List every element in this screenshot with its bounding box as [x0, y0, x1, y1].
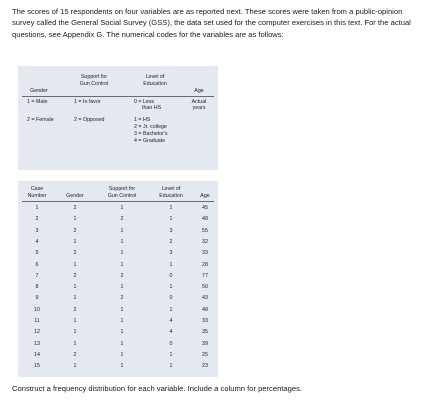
cell-gender: 2: [73, 227, 77, 234]
cell-gender: 1: [73, 363, 77, 370]
cell-education: 0: [169, 340, 173, 347]
cell-education: 1: [169, 261, 173, 268]
instructions-text: Construct a frequency distribution for each variable. Include a column for percentages.: [12, 384, 302, 393]
cell-age: 25: [202, 351, 208, 358]
cell-case-number: 2: [35, 216, 39, 223]
code-edu-0: 0 = Less: [134, 99, 155, 105]
header-education-line2: Education: [143, 81, 167, 87]
cell-age: 32: [202, 238, 208, 245]
cell-gun-control: 1: [120, 340, 124, 347]
cell-gun-control: 1: [120, 318, 124, 324]
cell-education: 0: [169, 295, 173, 302]
header-divider: [22, 201, 214, 202]
cell-age: 23: [202, 363, 208, 370]
cell-age: 39: [202, 340, 208, 347]
cell-education: 0: [169, 272, 173, 279]
cell-age: 48: [202, 216, 208, 223]
intro-paragraph: The scores of 15 respondents on four variables are as reported next. These scores were taken from a public-opinion survey called the General Social Survey (GSS), the data set used for the computer exercises in this text. For the actual questions, see Appendix G. The numerical codes for the variables are as follows:: [12, 7, 411, 39]
cell-gender: 1: [73, 340, 77, 347]
header-case-line1: Case: [30, 186, 44, 192]
cell-gun-control: 1: [120, 329, 124, 336]
cell-gender: 1: [73, 318, 77, 324]
cell-gender: 1: [73, 329, 77, 336]
cell-gender: 2: [73, 250, 77, 257]
cell-gender: 2: [73, 351, 77, 358]
cell-education: 1: [169, 284, 173, 291]
cell-age: 43: [202, 295, 208, 302]
cell-gender: 1: [73, 295, 77, 302]
cell-gender: 1: [73, 238, 77, 245]
cell-age: 35: [202, 329, 208, 336]
code-gun-opposed: 2 = Opposed: [74, 117, 105, 123]
header-divider: [22, 96, 214, 97]
header-gender: Gender: [66, 193, 84, 199]
cell-education: 1: [169, 216, 173, 223]
cell-case-number: 6: [35, 261, 39, 268]
cell-education: 4: [169, 318, 173, 324]
code-gender-female: 2 = Female: [27, 117, 54, 123]
header-age: Age: [194, 88, 204, 94]
code-gender-male: 1 = Male: [27, 99, 48, 105]
header-gun-line1: Support for: [80, 74, 108, 80]
cell-case-number: 13: [34, 340, 40, 347]
cell-gender: 1: [73, 216, 77, 223]
cell-gun-control: 1: [120, 284, 124, 291]
code-edu-2: 2 = Jr. college: [134, 124, 167, 130]
cell-age: 28: [202, 261, 208, 268]
cell-case-number: 10: [34, 306, 40, 313]
cell-gun-control: 1: [120, 351, 124, 358]
header-gun-line2: Gun Control: [79, 81, 109, 87]
cell-gun-control: 1: [120, 306, 124, 313]
cell-education: 1: [169, 306, 173, 313]
cell-gun-control: 1: [120, 238, 124, 245]
cell-gun-control: 1: [120, 227, 124, 234]
header-gender: Gender: [30, 88, 48, 94]
cell-age: 45: [202, 205, 208, 211]
header-education-line1: Level of: [161, 186, 181, 192]
cell-education: 1: [169, 351, 173, 358]
cell-case-number: 9: [35, 295, 39, 302]
code-edu-4: 4 = Graduate: [134, 138, 166, 144]
cell-age: 55: [202, 227, 208, 234]
cell-education: 1: [169, 205, 173, 211]
cell-gun-control: 2: [120, 295, 124, 302]
cell-age: 33: [202, 318, 208, 324]
header-education-line1: Level of: [145, 74, 165, 80]
code-edu-3: 3 = Bachelor's: [134, 131, 168, 137]
cell-case-number: 12: [34, 329, 40, 336]
code-gun-favor: 1 = In favor: [74, 99, 101, 105]
cell-gun-control: 1: [120, 363, 124, 370]
header-gun-line1: Support for: [108, 186, 136, 192]
cell-case-number: 7: [35, 272, 39, 279]
header-education-line2: Education: [159, 193, 183, 199]
cell-gender: 2: [73, 205, 77, 211]
cell-gender: 1: [73, 284, 77, 291]
cell-age: 33: [202, 250, 208, 257]
cell-education: 1: [169, 363, 173, 370]
cell-education: 2: [169, 238, 173, 245]
cell-case-number: 11: [34, 318, 40, 324]
cell-education: 3: [169, 250, 173, 257]
cell-gun-control: 2: [120, 272, 124, 279]
cell-age: 50: [202, 284, 208, 291]
cell-education: 3: [169, 227, 173, 234]
variable-codes-table: [18, 66, 218, 170]
cell-gun-control: 2: [120, 216, 124, 223]
respondent-data-table: [18, 181, 218, 377]
cell-gun-control: 1: [120, 261, 124, 268]
cell-case-number: 5: [35, 250, 39, 257]
cell-gender: 2: [73, 306, 77, 313]
header-case-line2: Number: [27, 193, 47, 199]
header-age: Age: [200, 193, 210, 199]
cell-case-number: 1: [35, 205, 39, 211]
cell-case-number: 8: [35, 284, 39, 291]
cell-case-number: 4: [35, 238, 39, 245]
cell-case-number: 15: [34, 363, 40, 370]
code-age-line2: years: [192, 105, 206, 111]
cell-gender: 2: [73, 272, 77, 279]
cell-education: 4: [169, 329, 173, 336]
cell-gun-control: 1: [120, 205, 124, 211]
cell-case-number: 3: [35, 227, 39, 234]
cell-case-number: 14: [34, 351, 40, 358]
code-edu-0-cont: than HS: [142, 105, 162, 111]
cell-gender: 1: [73, 261, 77, 268]
code-age-line1: Actual: [191, 99, 207, 105]
header-gun-line2: Gun Control: [107, 193, 137, 199]
code-edu-1: 1 = HS: [134, 117, 151, 123]
cell-gun-control: 1: [120, 250, 124, 257]
cell-age: 48: [202, 306, 208, 313]
cell-age: 77: [202, 272, 208, 279]
